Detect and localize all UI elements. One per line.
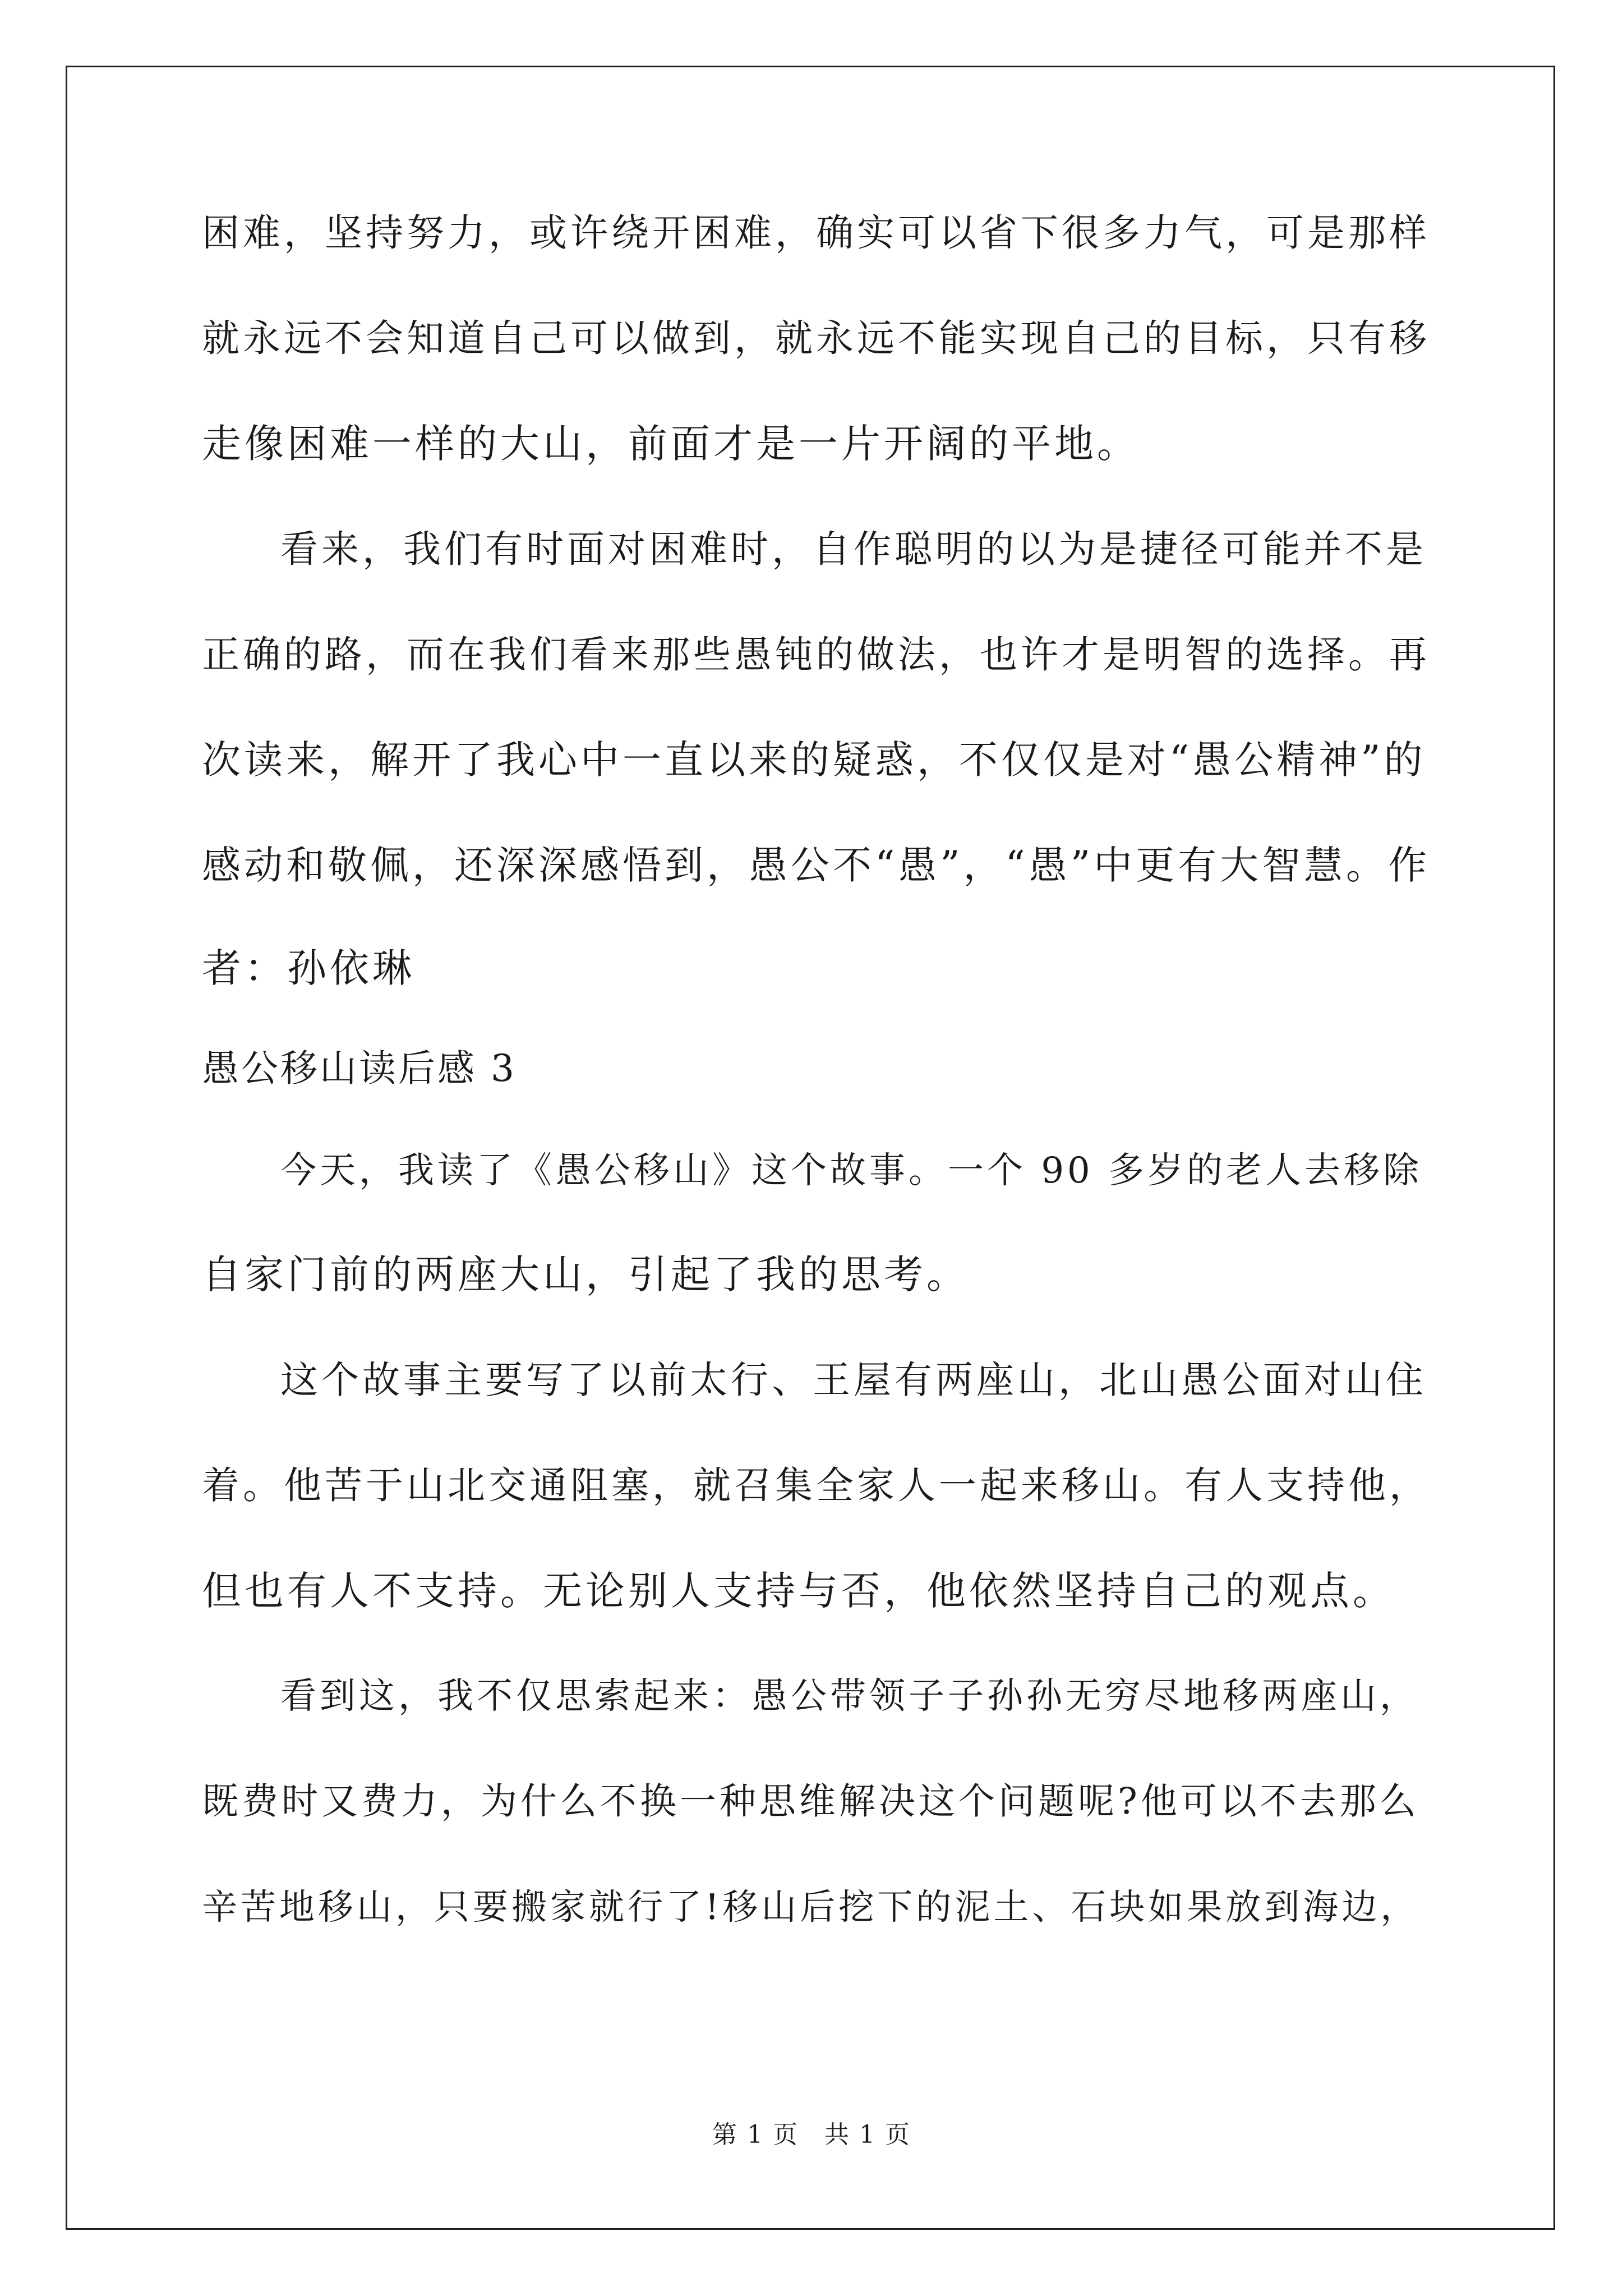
text-line: 今天，我读了《愚公移山》这个故事。一个 90 多岁的老人去移除: [280, 1150, 1423, 1191]
text-line: 既费时又费力，为什么不换一种思维解决这个问题呢?他可以不去那么: [202, 1780, 1419, 1823]
text-line: 但也有人不支持。无论别人支持与否，他依然坚持自己的观点。: [202, 1568, 1395, 1614]
text-line: 困难，坚持努力，或许绕开困难，确实可以省下很多力气，可是那样: [202, 211, 1430, 255]
text-line: 看来，我们有时面对困难时，自作聪明的以为是捷径可能并不是: [280, 527, 1427, 571]
text-line: 就永远不会知道自己可以做到，就永远不能实现自己的目标，只有移: [202, 316, 1430, 360]
page-number: 第 1 页 共 1 页: [712, 2120, 911, 2149]
text-line: 者：孙依琳: [202, 945, 415, 991]
text-line: 感动和敬佩，还深深感悟到，愚公不“愚”，“愚”中更有大智慧。作: [202, 843, 1431, 888]
text-line: 自家门前的两座大山，引起了我的思考。: [202, 1251, 969, 1297]
text-line: 正确的路，而在我们看来那些愚钝的做法，也许才是明智的选择。再: [202, 633, 1430, 677]
text-line: 辛苦地移山，只要搬家就行了!移山后挖下的泥土、石块如果放到海边，: [202, 1887, 1419, 1927]
text-line: 着。他苦于山北交通阻塞，就召集全家人一起来移山。有人支持他，: [202, 1464, 1430, 1507]
text-line: 看到这，我不仅思索起来：愚公带领子子孙孙无穷尽地移两座山，: [280, 1676, 1419, 1717]
section-heading: 愚公移山读后感 3: [202, 1047, 517, 1090]
text-line: 走像困难一样的大山，前面才是一片开阔的平地。: [202, 421, 1140, 467]
text-line: 这个故事主要写了以前太行、王屋有两座山，北山愚公面对山住: [280, 1358, 1427, 1402]
text-line: 次读来，解开了我心中一直以来的疑惑，不仅仅是对“愚公精神”的: [202, 738, 1426, 783]
